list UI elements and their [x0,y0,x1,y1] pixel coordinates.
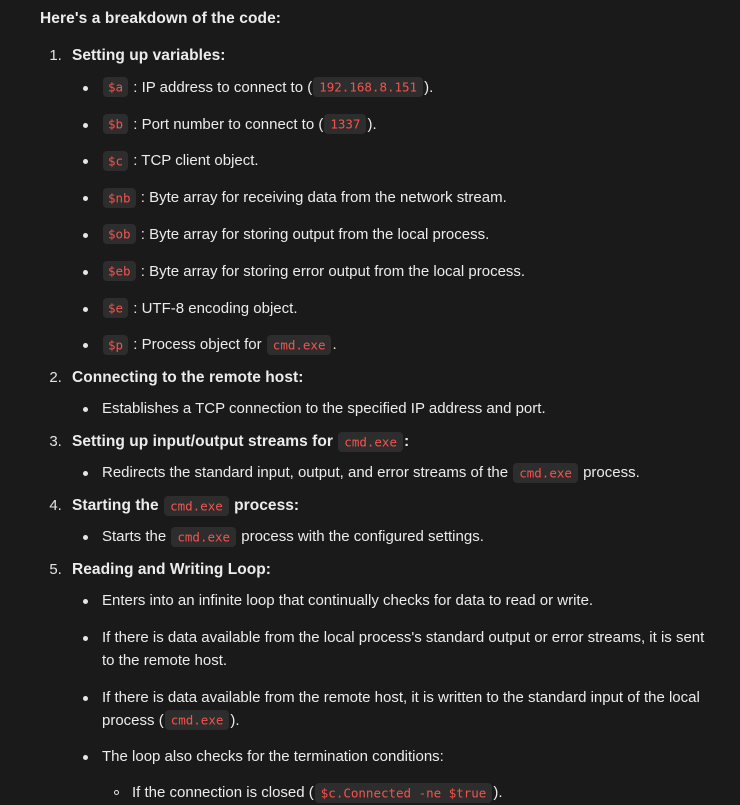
code-chip: $c [103,151,128,171]
bullet-icon [83,636,88,641]
list-item [100,261,720,284]
bullet-icon [83,233,88,238]
bullet-icon [83,86,88,91]
steps-list [40,44,720,805]
code-chip: cmd.exe [338,432,403,452]
separator-text: : [129,115,142,133]
list-item [100,77,720,100]
code-chip: $ob [103,224,136,244]
separator-text: : [136,189,150,207]
step-title [72,430,720,453]
code-chip: 192.168.8.151 [313,77,423,97]
list-item [100,627,720,673]
separator-text: : [136,262,150,280]
sub-list [72,590,720,805]
code-chip: cmd.exe [164,496,229,516]
bullet-icon [83,535,88,540]
list-item [100,590,720,613]
item-text: UTF-8 encoding object. [141,299,298,317]
list-item [100,746,720,805]
code-chip: cmd.exe [165,710,230,730]
list-item [100,398,720,421]
list-item [100,224,720,247]
item-text: The loop also checks for the termination conditions: [102,748,444,766]
item-text: TCP client object. [141,152,259,170]
sub-list [72,526,720,549]
item-text: IP address to connect to ( [141,78,313,96]
separator-text: : [129,336,142,354]
item-text: Enters into an infinite loop that continually checks for data to read or write. [102,592,594,610]
code-chip: cmd.exe [513,463,578,483]
separator-text: : [136,225,150,243]
item-text: Redirects the standard input, output, and error streams of the [102,464,513,482]
item-text: Port number to connect to ( [141,115,324,133]
sub-sub-list [102,782,720,805]
item-tail: ). [493,784,503,802]
separator-text: : [129,299,142,317]
bullet-icon [83,159,88,164]
item-text: If there is data available from the local process's standard output or error streams, it is sent to the remote host. [102,629,705,670]
item-text: If the connection is closed ( [132,784,314,802]
list-item [100,150,720,173]
bullet-icon [83,407,88,412]
bullet-icon [83,755,88,760]
item-tail: ). [424,78,434,96]
item-tail: ). [230,711,240,729]
list-item [100,114,720,137]
list-item [100,462,720,485]
bullet-icon [83,123,88,128]
step-title-pre: Setting up input/output streams for [72,433,338,451]
list-item [100,526,720,549]
step-title [72,494,720,517]
code-chip: cmd.exe [171,527,236,547]
code-chip: 1337 [324,114,366,134]
bullet-icon [83,599,88,604]
item-tail: ). [367,115,377,133]
separator-text: : [129,78,142,96]
code-chip: $c.Connected -ne $true [315,783,493,803]
separator-text: : [129,152,142,170]
bullet-icon [83,471,88,476]
code-chip: $e [103,298,128,318]
bullet-icon [83,270,88,275]
code-chip: $nb [103,188,136,208]
item-text: If there is data available from the remote host, it is written to the standard input of the local process ( [102,688,700,729]
code-chip: $b [103,114,128,134]
code-chip: $eb [103,261,136,281]
item-text: Process object for [141,336,266,354]
item-tail: process with the configured settings. [237,528,484,546]
code-chip: cmd.exe [267,335,332,355]
item-text: Byte array for storing error output from the local process. [149,262,526,280]
item-text: Establishes a TCP connection to the specified IP address and port. [102,400,546,418]
list-item [100,687,720,733]
sub-list [72,77,720,357]
hollow-bullet-icon [114,790,119,795]
step-title: 5. Reading and Writing Loop: [72,561,271,579]
step-title: 1. Setting up variables: [72,47,226,65]
sub-list [72,462,720,485]
code-chip: $p [103,335,128,355]
item-text: Byte array for storing output from the local process. [149,225,490,243]
item-text: Starts the [102,528,171,546]
list-item [100,334,720,357]
bullet-icon [83,307,88,312]
step-item [66,366,720,421]
list-item [132,782,720,805]
step-item [66,44,720,357]
step-title: 2. Connecting to the remote host: [72,369,304,387]
bullet-icon [83,696,88,701]
sub-list [72,398,720,421]
code-chip: $a [103,77,128,97]
step-item [66,558,720,805]
item-text: Byte array for receiving data from the network stream. [149,189,507,207]
step-item [66,494,720,549]
bullet-icon [83,343,88,348]
list-item [100,187,720,210]
step-title-post: process: [229,497,300,515]
item-tail: process. [578,464,640,482]
intro-heading: Here's a breakdown of the code: [40,10,282,27]
item-tail: . [332,336,337,354]
bullet-icon [83,196,88,201]
step-title-pre: Starting the [72,497,164,515]
list-item [100,298,720,321]
step-title-post: : [403,433,410,451]
step-item [66,430,720,485]
